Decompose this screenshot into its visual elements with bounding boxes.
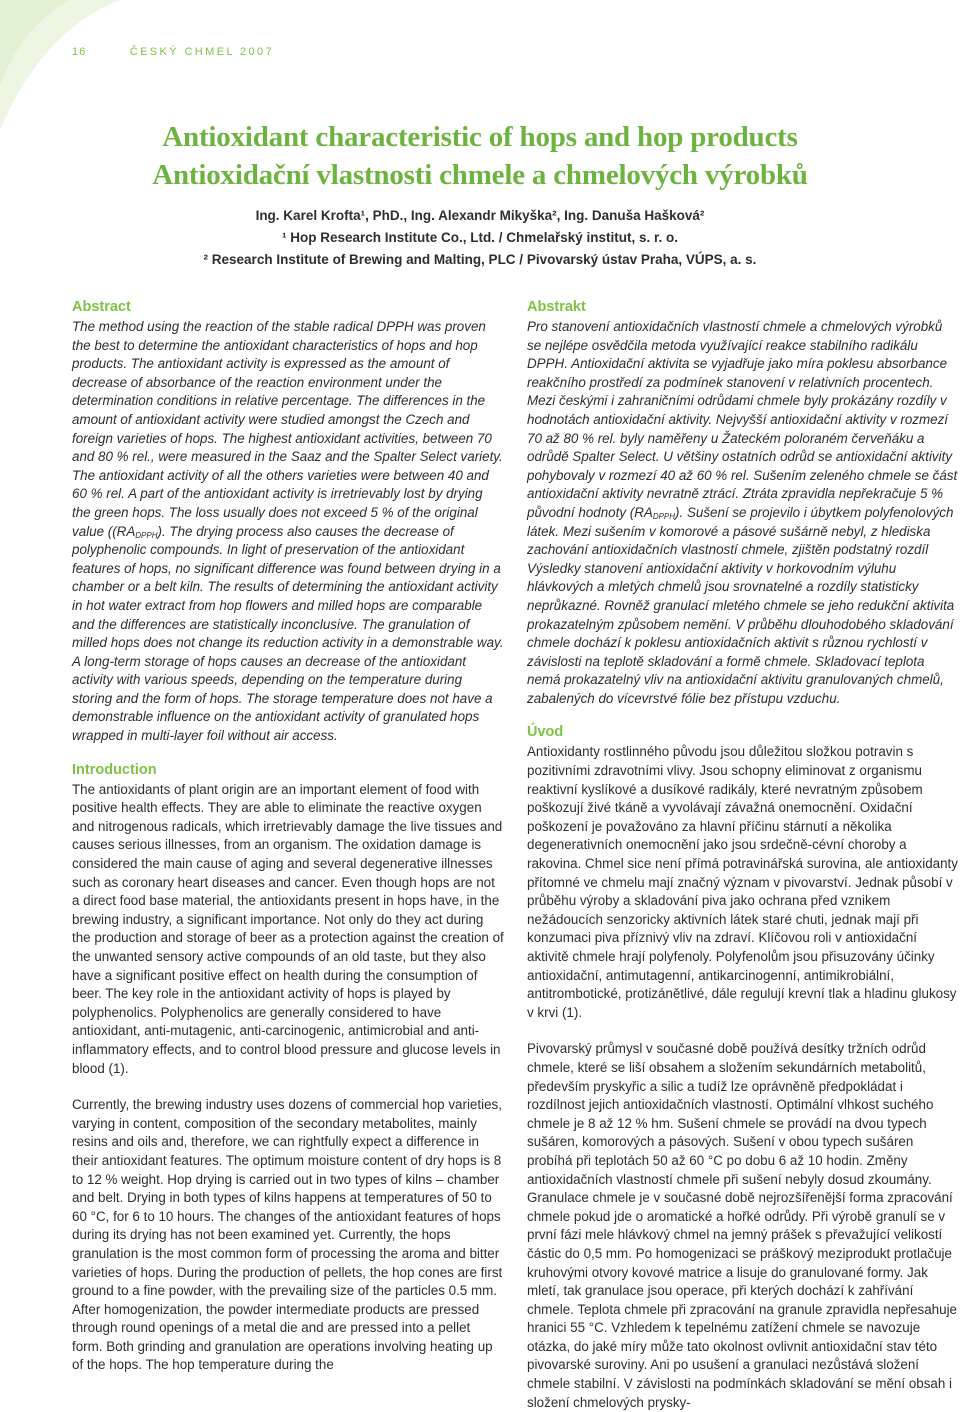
abstrakt-text xyxy=(527,318,959,708)
right-column xyxy=(527,297,959,1412)
title-english: Antioxidant characteristic of hops and hop products xyxy=(162,121,798,153)
running-header xyxy=(72,46,274,58)
abstract-text-part1: The method using the reaction of the stable radical DPPH was proven the best to determine the antioxidant characteristics of hops and hop products. The antioxidant activity is expressed as the amount of decrease of absorbance of the reaction environment under the determination conditions in relative percentage. The differences in the amount of antioxidant activity were studied amongst the Czech and foreign varieties of hops. The highest antioxidant activities, between 70 and 80 % rel., were measured in the Saaz and the Spalter Select variety. The antioxidant activity of all the others varieties were between 40 and 60 % rel. A part of the antioxidant activity is irretrievably lost by drying the green hops. The loss usually does not exceed 5 % of the original value ((RA xyxy=(72,319,503,539)
journal-name: ČESKÝ CHMEL 2007 xyxy=(129,46,275,58)
author-block xyxy=(0,205,960,271)
page-number: 16 xyxy=(72,46,87,58)
abstract-heading: Abstract xyxy=(72,299,131,315)
affiliation-1: ¹ Hop Research Institute Co., Ltd. / Chmelařský institut, s. r. o. xyxy=(281,230,679,245)
introduction-paragraph-1: The antioxidants of plant origin are an important element of food with positive health effects. They are able to eliminate the reactive oxygen and nitrogenous radicals, which irretrievably damage the live tissues and causes serious illnesses, from an organism. The oxidation damage is considered the main cause of aging and several degenerative illnesses such as coronary heart diseases and cancer. Even though hops are not a direct food base material, the antioxidants present in hops have, in the brewing industry, a significant importance. Not only do they act during the production and storage of beer as a protection against the creation of the unwanted sensory active compounds of an old taste, but they also have a significant positive effect on health during the consumption of beer. The key role in the antioxidant activity of hops is played by polyphenolics. Polyphenolics are generally considered to have antioxidant, anti-mutagenic, anti-carcinogenic, antimicrobial and anti-inflammatory effects, and to control blood pressure and glucose levels in blood (1). xyxy=(72,781,504,1076)
left-column xyxy=(72,297,504,1375)
abstract-text xyxy=(72,318,504,746)
title-czech: Antioxidační vlastnosti chmele a chmelových výrobků xyxy=(152,159,808,191)
abstract-subscript: DPPH xyxy=(135,530,158,540)
abstrakt-heading: Abstrakt xyxy=(527,299,586,315)
abstrakt-subscript: DPPH xyxy=(652,511,676,521)
abstrakt-text-part2: ). Sušení se projevilo i úbytkem polyfenolových látek. Mezi sušením v komorové a pásové sušárně nebyl, z hlediska zachování antioxidačních vlastností chmele, zjištěn podstatný rozdíl Výsledky stanovení antioxidační aktivity v horkovodním výluhu hlávkových a mletých chmelů jsou srovnatelné a rozdíly statisticky neprůkazné. Rovněž granulací mletého chmele se jeho redukční aktivita prokazatelným způsobem nemění. V průběhu dlouhodobého skladování chmele dochází k poklesu antioxidačních aktivit s různou rychlostí v závislosti na teplotě skladování a formě chmele. Skladovací teplota nemá prokazatelný vliv na antioxidační aktivitu granulovaných chmelů, zabalených do vícevrstvé fólie bez přístupu vzduchu. xyxy=(527,504,955,706)
title-block xyxy=(0,118,960,194)
uvod-heading: Úvod xyxy=(527,724,564,741)
authors: Ing. Karel Krofta¹, PhD., Ing. Alexandr Mikyška², Ing. Danuša Hašková² xyxy=(255,208,705,223)
introduction-paragraph-2: Currently, the brewing industry uses dozens of commercial hop varieties, varying in content, composition of the secondary metabolites, mainly resins and oils and, therefore, we can rightfully expect a difference in their antioxidant features. The optimum moisture content of dry hops is 8 to 12 % weight. Hop drying is carried out in two types of kilns – chamber and belt. Drying in both types of kilns happens at temperatures of 50 to 60 °C, for 6 to 10 hours. The changes of the antioxidant features of hops during its drying has not been examined yet. Currently, the hops granulation is the most common form of processing the aroma and bitter varieties of hops. During the production of pellets, the hop cones are first ground to a fine powder, with the prevailing size of the particles 0.5 mm. After homogenization, the powder intermediate products are pressed through round openings of a metal die and are pressed into a pellet form. Both grinding and granulation are operations involving heating up of the hops. The hop temperature during the xyxy=(72,1097,503,1373)
affiliation-2: ² Research Institute of Brewing and Malting, PLC / Pivovarský ústav Praha, VÚPS, a. s. xyxy=(203,252,757,267)
uvod-paragraph-1: Antioxidanty rostlinného původu jsou důležitou složkou potravin s pozitivními zdravotními vlivy. Jsou schopny eliminovat z organismu reaktivní kyslíkové a dusíkové radikály, které nevratným způsobem poškozují živé tkáně a vyvolávají závažná onemocnění. Oxidační poškození je považováno za hlavní příčinu stárnutí a několika degenerativních onemocnění jako jsou srdečně-cévní choroby a rakovina. Chmel sice není přímá potravinářská surovina, ale antioxidanty přítomné ve chmelu mají značný význam v pivovarství. Jednak působí v průběhu výroby a skladování piva jako ochrana před vznikem nežádoucích senzoricky aktivních látek staré chuti, jednak mají při konzumaci piva příznivý vliv na zdraví. Klíčovou roli v antioxidační aktivitě chmele hrají polyfenoly. Polyfenolům jsou přisuzovány účinky antioxidační, antimutagenní, antikarcinogenní, antimikrobiální, antitrombotické, protizánětlivé, dále regulují krevní tlak a hladinu glukosy v krvi (1). xyxy=(527,744,958,1020)
introduction-heading: Introduction xyxy=(72,761,157,778)
abstrakt-text-part1: Pro stanovení antioxidačních vlastností chmele a chmelových výrobků se nejlépe osvědčila metoda využívající reakce stabilního radikálu DPPH. Antioxidační aktivita se vyjadřuje jako míra poklesu absorbance reakčního prostředí za podmínek stanovení v relativních procentech. Mezi českými i zahraničními odrůdami chmele byly prokázány rozdíly v hodnotách antioxidační aktivity. Nejvyšší antioxidační aktivity v rozmezí 70 až 80 % rel. byly naměřeny u Žateckém poloraném červeňáku a odrůdě Spalter Select. U většiny ostatních odrůd se antioxidační aktivity pohybovaly v rozmezí 40 až 60 % rel. Sušením zeleného chmele se část antioxidační aktivity nevratně ztrácí. Ztráta zpravidla nepřekračuje 5 % původní hodnoty (RA xyxy=(527,319,958,520)
uvod-paragraph-2: Pivovarský průmysl v současné době používá desítky tržních odrůd chmele, které se liší obsahem a složením sekundárních metabolitů, především pryskyřic a silic a tudíž lze oprávněně předpokládat i rozdílnost jejich antioxidačních vlastností. Optimální vlhkost suchého chmele je 8 až 12 % hm. Sušení chmele se provádí na dvou typech sušáren, komorových a pásových. Sušení v obou typech sušáren probíhá při teplotách 50 až 60 °C po dobu 6 až 10 hodin. Změny antioxidačních vlastností chmele při sušení nebyly dosud zkoumány. Granulace chmele je v současné době nejrozšířenější forma zpracování chmele pokud jde o aromatické a hořké odrůdy. Při výrobě granulí se v první fázi mele hlávkový chmel na jemný prášek s převažující velikostí částic do 0,5 mm. Po homogenizaci se práškový meziprodukt protlačuje kruhovými otvory kovové matrice a lisuje do granulované formy. Jak mletí, tak granulace jsou operace, při kterých dochází k zahřívání chmele. Teplota chmele při zpracování na granule zpravidla nepřesahuje hranici 55 °C. Vzhledem k tepelnému zatížení chmele se navozuje otázka, do jaké míry může tato okolnost ovlivnit antioxidační stav této pivovarské suroviny. Ani po usušení a granulaci nezůstává složení chmele stabilní. V závislosti na podmínkách skladování se mění obsah i složení chmelových prysky- xyxy=(527,1041,957,1410)
abstract-text-part2: ). The drying process also causes the decrease of polyphenolic compounds. In light of preservation of the antioxidant features of hops, no significant difference was found between drying in a chamber or a belt kiln. The results of determining the antioxidant activity in hot water extract from hop flowers and milled hops are comparable and the differences are statistically inconclusive. The granulation of milled hops does not change its reduction activity in a demonstrable way. A long-term storage of hops causes an decrease of the antioxidant activity with various speeds, depending on the temperature during storing and the form of hops. The storage temperature does not have a demonstrable influence on the antioxidant activity of granulated hops wrapped in multi-layer foil without air access. xyxy=(72,523,504,744)
